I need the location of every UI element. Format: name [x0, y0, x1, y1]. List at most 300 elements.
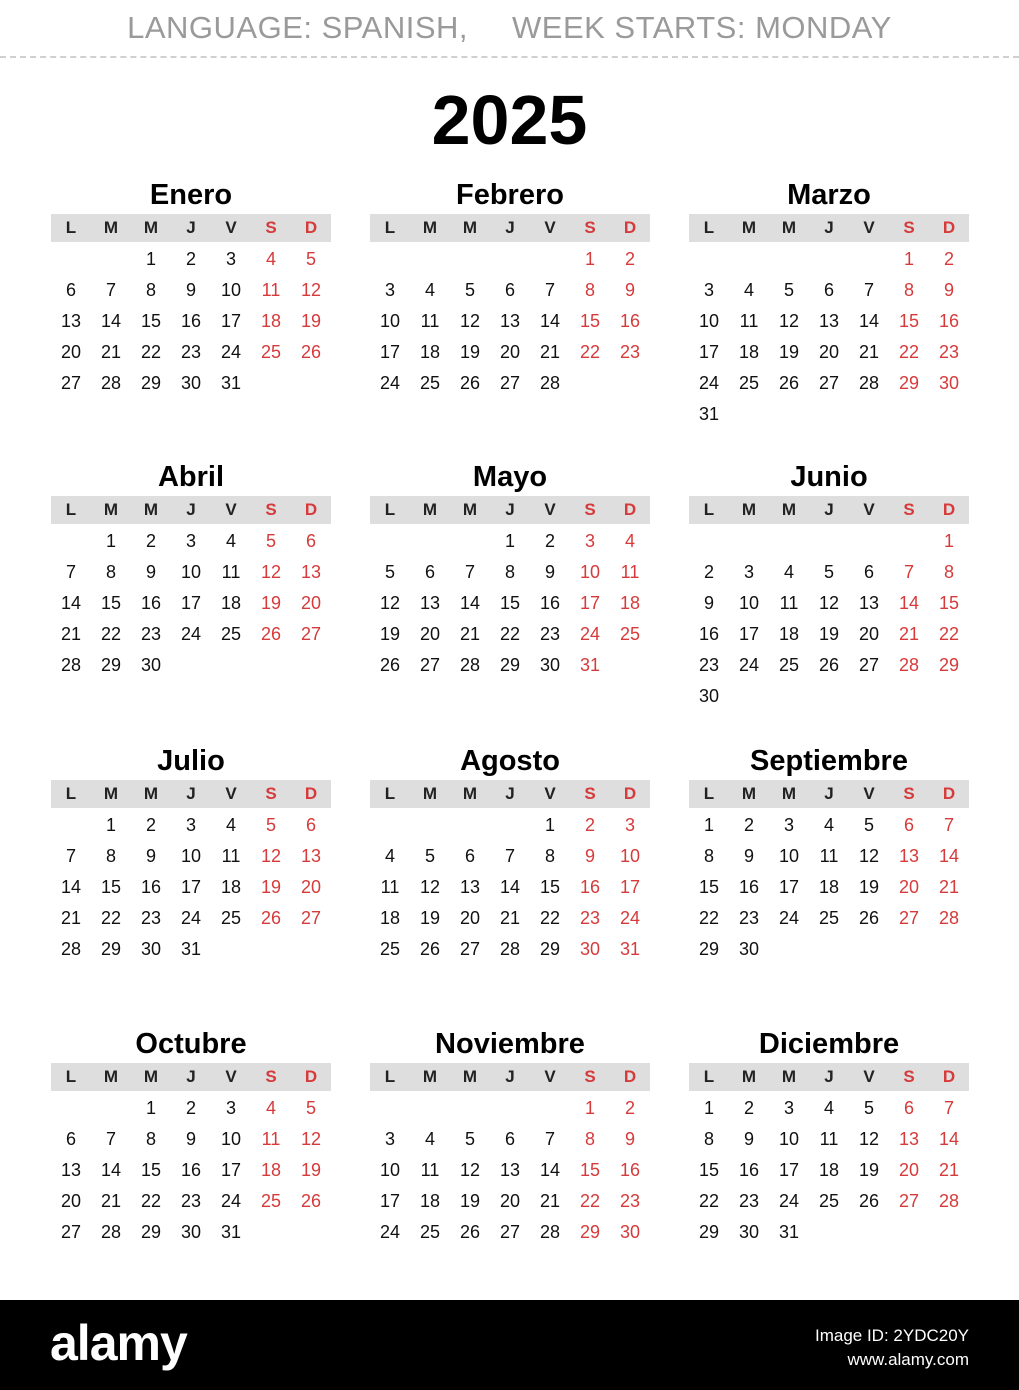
day-grid [370, 1091, 650, 1248]
empty-cell [849, 244, 889, 275]
weekday-label: M [103, 1067, 119, 1086]
day-cell: 26 [379, 655, 401, 675]
weekday-label: J [824, 784, 834, 803]
day-cell: 4 [265, 1098, 276, 1118]
day-cell: 17 [379, 342, 401, 362]
day-cell: 14 [539, 311, 561, 331]
day-cell: 10 [220, 280, 242, 300]
weekday-label: L [65, 784, 77, 803]
day-cell: 30 [180, 1222, 202, 1242]
day-cell: 20 [300, 877, 322, 897]
month-marzo [689, 178, 969, 430]
day-cell: 30 [140, 655, 162, 675]
weekday-label: D [304, 784, 318, 803]
day-cell: 16 [140, 877, 162, 897]
day-cell: 22 [539, 908, 561, 928]
weekday-label: M [103, 784, 119, 803]
weekday-label: L [65, 500, 77, 519]
day-cell: 31 [698, 404, 720, 424]
day-cell: 14 [539, 1160, 561, 1180]
day-cell: 2 [185, 1098, 196, 1118]
day-cell: 19 [858, 1160, 880, 1180]
day-cell: 25 [738, 373, 760, 393]
weekday-label: L [703, 1067, 715, 1086]
day-cell: 6 [823, 280, 834, 300]
day-cell: 25 [260, 1191, 282, 1211]
language-label: LANGUAGE: SPANISH, [127, 10, 469, 45]
day-cell: 25 [379, 939, 401, 959]
day-cell: 4 [783, 562, 794, 582]
empty-cell [370, 1093, 410, 1124]
day-cell: 6 [424, 562, 435, 582]
day-cell: 19 [260, 877, 282, 897]
day-cell: 6 [903, 1098, 914, 1118]
day-cell: 31 [220, 1222, 242, 1242]
day-cell: 6 [504, 280, 515, 300]
day-grid [51, 1091, 331, 1248]
weekday-label: M [781, 784, 797, 803]
day-cell: 28 [100, 373, 122, 393]
day-cell: 30 [180, 373, 202, 393]
day-cell: 16 [180, 1160, 202, 1180]
day-cell: 23 [619, 342, 641, 362]
day-cell: 21 [60, 908, 82, 928]
day-cell: 21 [858, 342, 880, 362]
footer-bar [0, 1300, 1019, 1390]
day-cell: 25 [220, 624, 242, 644]
weekday-label: S [265, 218, 277, 237]
day-cell: 1 [105, 531, 116, 551]
day-cell: 11 [779, 593, 799, 613]
day-cell: 21 [100, 1191, 122, 1211]
day-grid [51, 242, 331, 399]
empty-cell [889, 526, 929, 557]
day-cell: 10 [579, 562, 601, 582]
day-cell: 17 [738, 624, 760, 644]
weekday-header [370, 214, 650, 242]
day-cell: 23 [579, 908, 601, 928]
day-cell: 20 [60, 1191, 82, 1211]
day-cell: 18 [260, 1160, 282, 1180]
day-cell: 15 [100, 877, 122, 897]
weekday-label: V [544, 218, 556, 237]
day-cell: 6 [65, 1129, 76, 1149]
month-julio [51, 744, 331, 965]
day-cell: 8 [903, 280, 914, 300]
day-cell: 5 [305, 1098, 316, 1118]
weekday-label: L [384, 500, 396, 519]
day-cell: 26 [300, 342, 322, 362]
day-cell: 9 [185, 1129, 196, 1149]
day-cell: 21 [539, 1191, 561, 1211]
day-cell: 3 [225, 249, 236, 269]
month-title: Septiembre [750, 745, 908, 777]
day-cell: 4 [624, 531, 635, 551]
day-cell: 13 [818, 311, 840, 331]
day-cell: 1 [703, 815, 714, 835]
empty-cell [370, 526, 410, 557]
day-cell: 9 [145, 562, 156, 582]
day-cell: 11 [420, 1160, 440, 1180]
day-cell: 20 [898, 877, 920, 897]
day-cell: 6 [464, 846, 475, 866]
month-abril [51, 460, 331, 681]
day-cell: 25 [778, 655, 800, 675]
dashed-divider [0, 56, 1019, 58]
day-cell: 7 [65, 562, 76, 582]
day-cell: 8 [544, 846, 555, 866]
empty-cell [769, 526, 809, 557]
day-grid [689, 524, 969, 712]
empty-cell [410, 810, 450, 841]
day-cell: 8 [504, 562, 515, 582]
weekday-label: J [824, 1067, 834, 1086]
day-cell: 3 [185, 531, 196, 551]
day-cell: 16 [738, 877, 760, 897]
day-cell: 22 [140, 1191, 162, 1211]
day-cell: 4 [424, 280, 435, 300]
day-cell: 9 [624, 280, 635, 300]
day-cell: 24 [220, 1191, 242, 1211]
day-cell: 25 [619, 624, 641, 644]
day-cell: 22 [698, 908, 720, 928]
day-cell: 17 [778, 1160, 800, 1180]
day-cell: 22 [898, 342, 920, 362]
day-cell: 25 [419, 1222, 441, 1242]
day-cell: 1 [145, 249, 156, 269]
day-cell: 3 [185, 815, 196, 835]
day-cell: 3 [384, 280, 395, 300]
day-cell: 13 [898, 846, 920, 866]
day-cell: 8 [145, 1129, 156, 1149]
day-cell: 15 [140, 311, 162, 331]
day-cell: 31 [619, 939, 641, 959]
day-cell: 11 [739, 311, 759, 331]
day-cell: 14 [60, 877, 82, 897]
day-cell: 23 [180, 1191, 202, 1211]
weekday-label: J [824, 218, 834, 237]
weekday-header [689, 496, 969, 524]
day-cell: 24 [180, 908, 202, 928]
day-cell: 2 [544, 531, 555, 551]
day-cell: 19 [260, 593, 282, 613]
day-cell: 28 [499, 939, 521, 959]
day-grid [370, 808, 650, 965]
day-cell: 5 [265, 531, 276, 551]
day-cell: 19 [379, 624, 401, 644]
weekday-label: S [903, 784, 915, 803]
day-cell: 18 [818, 877, 840, 897]
day-cell: 24 [379, 1222, 401, 1242]
day-cell: 22 [698, 1191, 720, 1211]
day-cell: 29 [938, 655, 960, 675]
day-cell: 5 [384, 562, 395, 582]
day-cell: 29 [579, 1222, 601, 1242]
day-cell: 30 [938, 373, 960, 393]
day-cell: 23 [539, 624, 561, 644]
day-cell: 10 [778, 1129, 800, 1149]
day-cell: 25 [260, 342, 282, 362]
month-diciembre [689, 1027, 969, 1248]
empty-cell [689, 526, 729, 557]
weekday-label: M [143, 784, 159, 803]
empty-cell [450, 1093, 490, 1124]
empty-cell [809, 526, 849, 557]
day-cell: 7 [544, 1129, 555, 1149]
day-cell: 18 [778, 624, 800, 644]
day-cell: 10 [180, 846, 202, 866]
day-cell: 4 [225, 531, 236, 551]
month-title: Agosto [460, 745, 560, 777]
weekday-label: M [741, 500, 757, 519]
day-cell: 4 [424, 1129, 435, 1149]
day-cell: 17 [180, 877, 202, 897]
day-cell: 22 [579, 342, 601, 362]
weekday-header [370, 1063, 650, 1091]
day-cell: 9 [584, 846, 595, 866]
day-cell: 27 [300, 624, 322, 644]
empty-cell [490, 1093, 530, 1124]
day-cell: 24 [778, 1191, 800, 1211]
weekday-label: J [505, 1067, 515, 1086]
day-cell: 29 [140, 1222, 162, 1242]
weekday-header [51, 214, 331, 242]
weekday-label: V [863, 500, 875, 519]
day-cell: 26 [260, 624, 282, 644]
day-grid [689, 808, 969, 965]
day-cell: 22 [100, 908, 122, 928]
weekday-label: J [186, 784, 196, 803]
weekday-label: D [942, 500, 956, 519]
empty-cell [410, 244, 450, 275]
day-cell: 7 [105, 1129, 116, 1149]
day-cell: 9 [544, 562, 555, 582]
day-cell: 28 [858, 373, 880, 393]
day-cell: 10 [619, 846, 641, 866]
day-cell: 12 [778, 311, 800, 331]
day-cell: 11 [620, 562, 640, 582]
day-cell: 28 [60, 655, 82, 675]
empty-cell [450, 244, 490, 275]
day-cell: 22 [140, 342, 162, 362]
day-cell: 15 [698, 877, 720, 897]
day-cell: 7 [464, 562, 475, 582]
empty-cell [530, 1093, 570, 1124]
day-cell: 23 [698, 655, 720, 675]
day-cell: 23 [140, 908, 162, 928]
day-cell: 15 [499, 593, 521, 613]
day-cell: 15 [100, 593, 122, 613]
day-cell: 22 [100, 624, 122, 644]
day-cell: 7 [544, 280, 555, 300]
day-cell: 1 [703, 1098, 714, 1118]
weekday-label: L [384, 218, 396, 237]
day-cell: 5 [464, 1129, 475, 1149]
day-cell: 29 [100, 655, 122, 675]
day-cell: 2 [624, 1098, 635, 1118]
day-cell: 18 [419, 342, 441, 362]
weekday-label: D [623, 784, 637, 803]
day-cell: 15 [898, 311, 920, 331]
day-cell: 14 [938, 1129, 960, 1149]
month-title: Marzo [787, 179, 871, 211]
day-grid [689, 1091, 969, 1248]
weekday-label: V [863, 784, 875, 803]
day-cell: 1 [105, 815, 116, 835]
day-cell: 30 [738, 1222, 760, 1242]
day-cell: 12 [818, 593, 840, 613]
day-cell: 26 [459, 1222, 481, 1242]
day-cell: 15 [698, 1160, 720, 1180]
month-title: Mayo [472, 461, 548, 493]
day-cell: 19 [778, 342, 800, 362]
day-cell: 12 [459, 1160, 481, 1180]
weekday-header [51, 1063, 331, 1091]
day-cell: 8 [943, 562, 954, 582]
weekday-label: J [186, 1067, 196, 1086]
day-cell: 13 [300, 562, 322, 582]
empty-cell [689, 244, 729, 275]
day-cell: 16 [140, 593, 162, 613]
day-cell: 15 [140, 1160, 162, 1180]
weekday-label: L [703, 218, 715, 237]
day-cell: 8 [703, 846, 714, 866]
day-cell: 10 [738, 593, 760, 613]
weekday-label: D [304, 500, 318, 519]
day-cell: 26 [260, 908, 282, 928]
day-cell: 25 [818, 1191, 840, 1211]
day-cell: 10 [698, 311, 720, 331]
day-cell: 29 [539, 939, 561, 959]
day-cell: 29 [898, 373, 920, 393]
day-cell: 26 [778, 373, 800, 393]
day-cell: 27 [60, 1222, 82, 1242]
day-cell: 1 [504, 531, 515, 551]
day-cell: 3 [743, 562, 754, 582]
day-cell: 6 [305, 815, 316, 835]
day-cell: 5 [305, 249, 316, 269]
day-cell: 12 [858, 1129, 880, 1149]
day-cell: 6 [305, 531, 316, 551]
day-cell: 30 [140, 939, 162, 959]
day-cell: 28 [898, 655, 920, 675]
day-cell: 16 [738, 1160, 760, 1180]
weekday-label: D [304, 218, 318, 237]
day-cell: 20 [499, 1191, 521, 1211]
empty-cell [849, 526, 889, 557]
day-cell: 19 [459, 1191, 481, 1211]
empty-cell [809, 244, 849, 275]
day-cell: 12 [300, 280, 322, 300]
day-cell: 6 [863, 562, 874, 582]
weekday-label: S [584, 218, 596, 237]
day-cell: 27 [898, 908, 920, 928]
day-cell: 13 [300, 846, 322, 866]
day-cell: 24 [220, 342, 242, 362]
weekday-label: L [703, 500, 715, 519]
day-cell: 11 [819, 846, 839, 866]
day-cell: 23 [140, 624, 162, 644]
day-cell: 15 [579, 1160, 601, 1180]
empty-cell [410, 526, 450, 557]
day-cell: 28 [539, 1222, 561, 1242]
day-cell: 17 [579, 593, 601, 613]
weekday-label: J [505, 784, 515, 803]
day-cell: 28 [938, 1191, 960, 1211]
weekday-label: V [225, 218, 237, 237]
day-cell: 17 [220, 311, 242, 331]
day-cell: 2 [624, 249, 635, 269]
weekday-label: D [942, 218, 956, 237]
month-enero [51, 178, 331, 399]
weekday-label: S [903, 500, 915, 519]
month-title: Julio [157, 745, 225, 777]
day-cell: 24 [738, 655, 760, 675]
day-cell: 21 [539, 342, 561, 362]
weekday-label: M [422, 218, 438, 237]
day-cell: 14 [60, 593, 82, 613]
weekday-label: M [143, 500, 159, 519]
day-grid [51, 524, 331, 681]
weekday-label: D [942, 784, 956, 803]
empty-cell [51, 526, 91, 557]
month-title: Enero [149, 179, 233, 211]
day-cell: 22 [579, 1191, 601, 1211]
day-grid [370, 242, 650, 399]
day-cell: 28 [539, 373, 561, 393]
empty-cell [530, 244, 570, 275]
weekday-label: M [143, 218, 159, 237]
day-cell: 8 [584, 280, 595, 300]
day-cell: 30 [619, 1222, 641, 1242]
month-title: Diciembre [758, 1028, 900, 1060]
day-cell: 15 [579, 311, 601, 331]
day-cell: 1 [584, 1098, 595, 1118]
day-cell: 1 [584, 249, 595, 269]
day-cell: 13 [419, 593, 441, 613]
month-octubre [51, 1027, 331, 1248]
day-cell: 25 [220, 908, 242, 928]
empty-cell [91, 244, 131, 275]
day-cell: 4 [823, 1098, 834, 1118]
day-cell: 11 [261, 1129, 281, 1149]
day-cell: 23 [738, 908, 760, 928]
day-cell: 14 [938, 846, 960, 866]
weekday-label: L [384, 784, 396, 803]
day-cell: 26 [818, 655, 840, 675]
day-cell: 18 [220, 877, 242, 897]
day-cell: 4 [265, 249, 276, 269]
day-cell: 12 [260, 562, 282, 582]
day-cell: 11 [261, 280, 281, 300]
month-title: Junio [790, 461, 868, 493]
day-cell: 8 [145, 280, 156, 300]
day-cell: 28 [60, 939, 82, 959]
day-cell: 20 [419, 624, 441, 644]
weekday-label: D [623, 500, 637, 519]
day-cell: 27 [300, 908, 322, 928]
day-cell: 28 [100, 1222, 122, 1242]
day-cell: 17 [619, 877, 641, 897]
day-cell: 20 [459, 908, 481, 928]
weekday-label: D [623, 1067, 637, 1086]
day-cell: 19 [459, 342, 481, 362]
day-cell: 11 [221, 846, 241, 866]
empty-cell [410, 1093, 450, 1124]
day-cell: 19 [419, 908, 441, 928]
weekday-label: S [903, 1067, 915, 1086]
day-cell: 30 [698, 686, 720, 706]
